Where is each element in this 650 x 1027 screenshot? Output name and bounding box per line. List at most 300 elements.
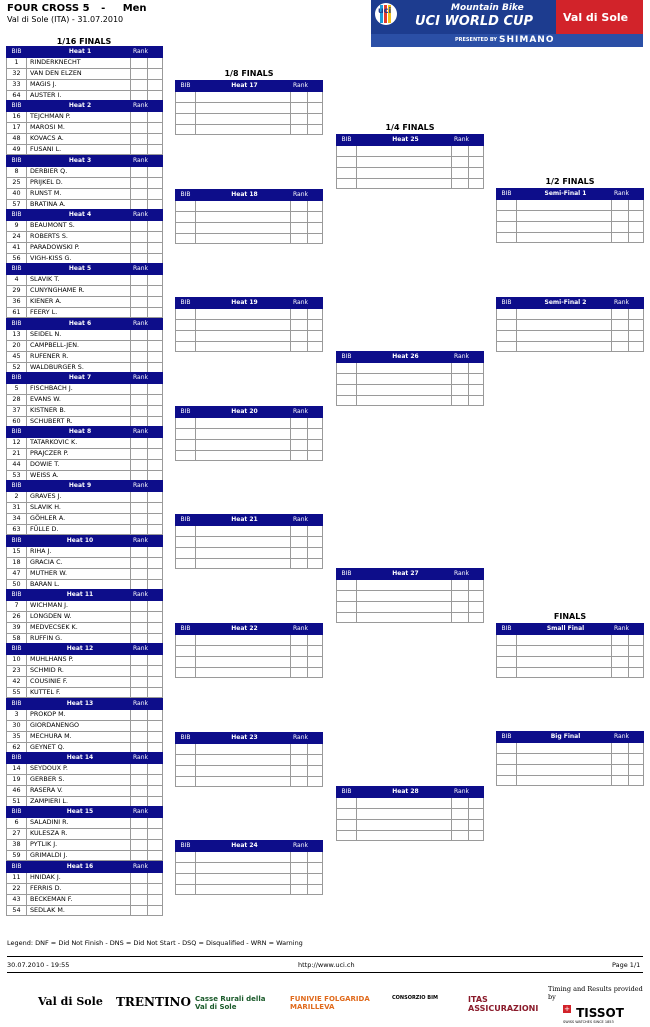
rider-bib [497,667,517,678]
rider-name [517,753,612,764]
table-row [7,502,163,513]
rank-cell-2 [148,448,163,459]
rank-cell [131,296,148,307]
rider-bib: 19 [7,774,27,785]
rank-cell [612,199,629,210]
rank-cell [131,611,148,622]
rider-bib: 5 [7,383,27,394]
rank-cell [612,645,629,656]
rider-bib: 18 [7,557,27,568]
rank-header: Rank [612,189,644,200]
heat-header [176,733,323,744]
rank-cell [452,156,469,167]
rider-name [196,776,291,787]
rider-name: TEJCHMAN P. [27,111,131,122]
table-row [176,765,323,776]
rank-cell-2 [308,102,323,113]
rider-name: FERRIS D. [27,883,131,894]
table-row [7,785,163,796]
table-row [337,178,484,189]
heat-name: Heat 16 [27,862,131,873]
heat-table-r16-3 [6,155,163,210]
table-row [7,557,163,568]
heat-name: Heat 21 [196,515,291,526]
rank-cell-2 [308,330,323,341]
rank-cell-2 [308,667,323,678]
rider-name: GEYNET Q. [27,742,131,753]
rider-name: FÜLLE D. [27,524,131,535]
sponsor-casse-rurali: Casse Rurali della Val di Sole [195,995,266,1011]
heat-header [7,807,163,818]
rider-bib [497,775,517,786]
table-row [7,654,163,665]
table-row [337,797,484,808]
rider-bib [337,797,357,808]
rider-name: PRIJKEL D. [27,177,131,188]
rank-cell [131,883,148,894]
heat-name: Heat 7 [27,373,131,384]
rank-cell-2 [148,491,163,502]
heat-header [7,862,163,873]
rider-name [196,743,291,754]
rider-name [517,742,612,753]
rank-header: Rank [131,753,163,764]
rider-bib: 20 [7,340,27,351]
table-row [7,177,163,188]
rank-cell [131,394,148,405]
heat-name: Semi-Final 1 [517,189,612,200]
rank-cell [131,177,148,188]
table-row [176,645,323,656]
rank-cell [612,775,629,786]
sponsor-trentino: TRENTINO [116,995,191,1009]
table-row [7,274,163,285]
rank-cell [452,612,469,623]
rank-cell-2 [629,210,644,221]
rank-cell-2 [308,233,323,244]
bib-header: BIB [497,298,517,309]
table-row [176,862,323,873]
table-row [497,634,644,645]
table-row [337,145,484,156]
rank-cell-2 [469,373,484,384]
rank-cell-2 [148,274,163,285]
rider-name: RUNST M. [27,188,131,199]
rider-name: KUTTEL F. [27,687,131,698]
rank-header: Rank [291,81,323,92]
rank-cell [291,851,308,862]
rider-name: HNIDAK J. [27,872,131,883]
rank-cell-2 [308,308,323,319]
rank-cell-2 [469,579,484,590]
rank-cell-2 [469,167,484,178]
rank-cell-2 [629,221,644,232]
rider-name [196,862,291,873]
rider-bib [176,754,196,765]
rider-name [357,579,452,590]
rider-name: DERBIER Q. [27,166,131,177]
rank-cell [291,547,308,558]
table-row [337,395,484,406]
rider-name: RUFFIN G. [27,633,131,644]
rider-name [357,808,452,819]
rank-cell [131,57,148,68]
rider-name: CAMPBELL-JEN. [27,340,131,351]
rider-bib: 21 [7,448,27,459]
rank-cell [131,307,148,318]
rank-cell [131,188,148,199]
rank-cell-2 [308,525,323,536]
rank-cell-2 [308,754,323,765]
table-row [337,830,484,841]
rank-cell [131,133,148,144]
table-row [497,645,644,656]
heat-table-r8-7 [175,732,323,787]
heat-header [7,264,163,275]
rider-bib: 58 [7,633,27,644]
rider-bib [176,308,196,319]
rank-cell [452,395,469,406]
heat-name: Semi-Final 2 [517,298,612,309]
rank-cell-2 [469,156,484,167]
rank-cell-2 [469,808,484,819]
heat-table-r4-4 [336,786,484,841]
table-row [497,330,644,341]
table-row [176,319,323,330]
heat-name: Heat 11 [27,590,131,601]
rank-cell [131,448,148,459]
heat-header [176,407,323,418]
rider-bib [176,341,196,352]
bib-header: BIB [7,807,27,818]
bib-header: BIB [7,264,27,275]
rider-name [196,754,291,765]
heat-name: Heat 15 [27,807,131,818]
rider-bib [176,656,196,667]
rank-cell [131,600,148,611]
table-row [176,776,323,787]
rank-cell [291,862,308,873]
rider-name: SCHMID R. [27,665,131,676]
rider-name: GRAVES J. [27,491,131,502]
bib-header: BIB [337,352,357,363]
rank-cell [131,242,148,253]
rank-header: Rank [291,841,323,852]
rank-cell [612,667,629,678]
round-title-1-8: 1/8 FINALS [224,69,274,78]
rider-bib: 3 [7,709,27,720]
heat-name: Heat 13 [27,699,131,710]
rank-cell-2 [469,362,484,373]
rank-cell-2 [629,308,644,319]
rank-cell [131,546,148,557]
rank-cell-2 [469,830,484,841]
rider-name: SLAVIK H. [27,502,131,513]
rider-bib: 62 [7,742,27,753]
rider-bib [337,384,357,395]
table-row [7,839,163,850]
rider-name [196,200,291,211]
heat-table-r16-1 [6,46,163,101]
table-row [176,417,323,428]
rank-header: Rank [291,515,323,526]
bib-header: BIB [337,569,357,580]
rank-cell [131,285,148,296]
rider-name: VAN DEN ELZEN [27,68,131,79]
rider-name [517,319,612,330]
rider-name: WALDBURGER S. [27,362,131,373]
bib-header: BIB [497,189,517,200]
rider-bib: 47 [7,568,27,579]
rank-cell-2 [148,459,163,470]
rider-name: GIORDANENGO [27,720,131,731]
rank-cell [291,667,308,678]
rank-cell [452,830,469,841]
rank-cell-2 [629,232,644,243]
rank-cell-2 [148,894,163,905]
heat-name: Heat 3 [27,156,131,167]
rider-name: GRIMALDI J. [27,850,131,861]
rider-name: PARADOWSKI P. [27,242,131,253]
heat-name: Small Final [517,624,612,635]
rider-name [196,308,291,319]
rider-name: CUNYNGHAME R. [27,285,131,296]
rank-cell [291,884,308,895]
rider-bib: 32 [7,68,27,79]
rider-bib [176,211,196,222]
heat-name: Heat 14 [27,753,131,764]
heat-name: Heat 1 [27,47,131,58]
rider-bib [337,178,357,189]
rider-bib [337,579,357,590]
rider-bib: 30 [7,720,27,731]
rider-name: SEYDOUX P. [27,763,131,774]
rank-cell [131,687,148,698]
rank-cell [452,384,469,395]
rank-cell-2 [148,68,163,79]
rider-name [196,91,291,102]
rank-cell [131,491,148,502]
table-row [7,894,163,905]
table-row [7,459,163,470]
rider-name [196,417,291,428]
heat-header [497,732,644,743]
table-row [337,167,484,178]
bib-header: BIB [7,319,27,330]
table-row [7,872,163,883]
heat-table-r4-1 [336,134,484,189]
heat-header [7,536,163,547]
sponsor-bim: CONSORZIO BIM [392,995,438,1001]
heat-header [7,319,163,330]
rank-cell-2 [148,144,163,155]
rider-name: GÖHLER A. [27,513,131,524]
heat-name: Heat 24 [196,841,291,852]
rider-name [196,439,291,450]
logo-venue: Val di Sole [563,11,629,24]
bib-header: BIB [7,481,27,492]
rank-header: Rank [131,644,163,655]
rider-bib [176,536,196,547]
rider-bib: 41 [7,242,27,253]
rider-bib: 61 [7,307,27,318]
rank-header: Rank [131,373,163,384]
heat-header [337,787,484,798]
table-row [497,199,644,210]
rider-bib [497,199,517,210]
rider-bib: 1 [7,57,27,68]
table-row [7,437,163,448]
rank-cell-2 [148,905,163,916]
rank-cell [131,557,148,568]
rider-bib [497,764,517,775]
table-row [176,341,323,352]
table-row [497,753,644,764]
footer-url[interactable]: http://www.uci.ch [298,961,355,969]
rider-name: TATARKOVIC K. [27,437,131,448]
rider-name: COUSINIE F. [27,676,131,687]
table-row [497,667,644,678]
rider-bib [176,851,196,862]
heat-table-r8-4 [175,406,323,461]
rider-bib [497,210,517,221]
heat-table-r16-10 [6,535,163,590]
rider-bib [497,330,517,341]
rank-cell [452,601,469,612]
rank-cell-2 [629,764,644,775]
rank-cell-2 [629,341,644,352]
tissot-logo [563,1002,624,1024]
rank-cell-2 [308,873,323,884]
rider-bib: 26 [7,611,27,622]
rank-cell-2 [629,199,644,210]
round-title-1-16: 1/16 FINALS [56,37,112,46]
rider-name: PRAJCZER P. [27,448,131,459]
rank-cell-2 [148,351,163,362]
rider-name: SEIDEL N. [27,329,131,340]
rider-bib: 2 [7,491,27,502]
rank-cell-2 [148,502,163,513]
table-row [337,819,484,830]
rank-cell [131,144,148,155]
rider-name: BEAUMONT S. [27,220,131,231]
rank-cell-2 [629,634,644,645]
rank-header: Rank [612,624,644,635]
rider-name [517,341,612,352]
rider-bib: 37 [7,405,27,416]
rider-bib: 59 [7,850,27,861]
rank-cell [131,274,148,285]
rank-cell [452,797,469,808]
rank-cell [452,167,469,178]
rider-bib [176,547,196,558]
rank-cell-2 [469,145,484,156]
table-row [7,79,163,90]
rider-name [196,233,291,244]
rank-cell-2 [308,91,323,102]
rider-bib [497,341,517,352]
rank-cell-2 [629,656,644,667]
rider-bib: 51 [7,796,27,807]
rider-name [196,330,291,341]
rider-name [517,775,612,786]
rider-bib [176,558,196,569]
rider-bib: 6 [7,817,27,828]
heat-header [7,481,163,492]
rider-bib: 52 [7,362,27,373]
table-row [7,242,163,253]
rider-name [517,764,612,775]
heat-name: Heat 9 [27,481,131,492]
heat-header [7,590,163,601]
table-row [176,308,323,319]
bib-header: BIB [7,590,27,601]
rank-cell-2 [148,513,163,524]
rider-name [357,395,452,406]
rank-cell [452,373,469,384]
rider-bib: 15 [7,546,27,557]
rider-name [196,645,291,656]
table-row [176,113,323,124]
rider-bib: 12 [7,437,27,448]
rider-bib: 39 [7,622,27,633]
rider-name: WICHMAN J. [27,600,131,611]
rank-cell [131,459,148,470]
rider-name: VIGH-KISS G. [27,253,131,264]
rank-cell-2 [148,774,163,785]
rider-bib: 38 [7,839,27,850]
table-row [176,525,323,536]
heat-header [337,135,484,146]
rank-cell [131,568,148,579]
rider-bib [176,634,196,645]
rank-cell-2 [148,122,163,133]
table-row [176,884,323,895]
table-row [176,656,323,667]
heat-header [176,515,323,526]
rider-bib [176,319,196,330]
rank-cell [131,111,148,122]
tissot-brand: TISSOT [576,1006,624,1020]
rank-cell-2 [629,775,644,786]
table-row [7,600,163,611]
rank-cell [131,437,148,448]
rank-cell-2 [308,417,323,428]
rank-cell [612,330,629,341]
rank-cell [131,622,148,633]
table-row [7,133,163,144]
heat-table-r8-5 [175,514,323,569]
rank-cell-2 [308,319,323,330]
rider-name: MUTHER W. [27,568,131,579]
table-row [7,394,163,405]
rank-cell [131,329,148,340]
rider-bib: 64 [7,90,27,101]
rank-cell-2 [629,742,644,753]
rider-bib [497,656,517,667]
rank-cell-2 [148,188,163,199]
heat-header [7,47,163,58]
rider-name [517,645,612,656]
bib-header: BIB [7,699,27,710]
table-row [7,731,163,742]
table-row [176,211,323,222]
bib-header: BIB [176,624,196,635]
rank-cell [131,502,148,513]
rank-cell [612,634,629,645]
table-row [497,775,644,786]
table-row [7,307,163,318]
